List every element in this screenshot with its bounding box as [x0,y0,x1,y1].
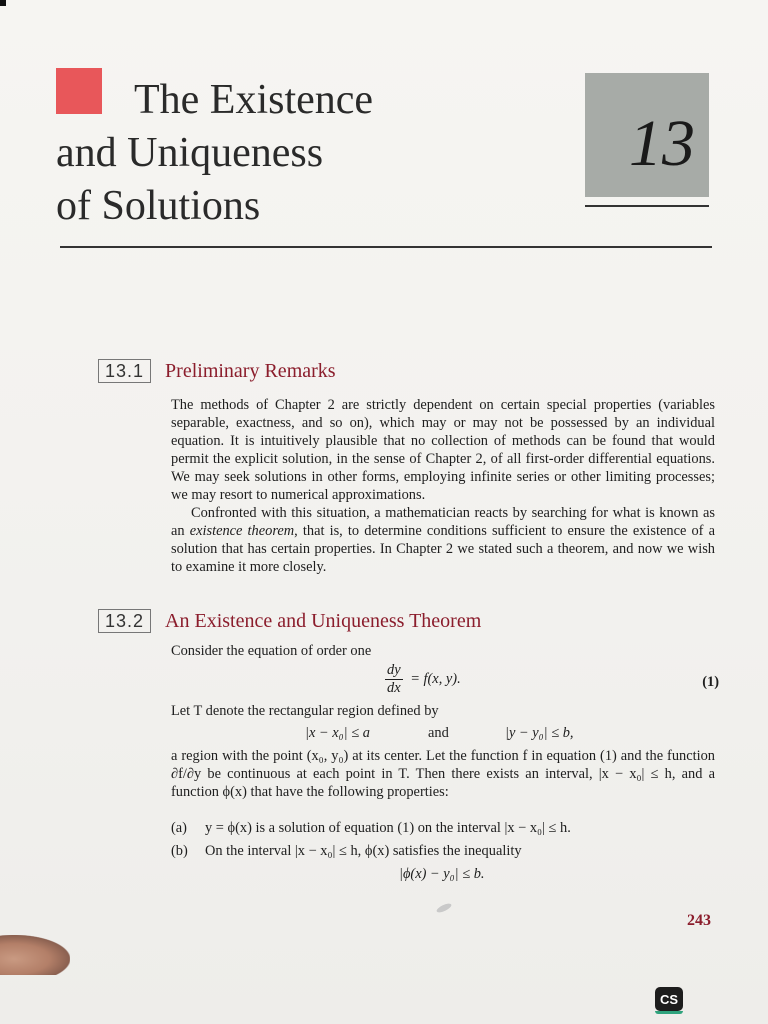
section-1-paragraph-1: The methods of Chapter 2 are strictly dependent on certain special properties (variables separable, exactness, and so on), which may or may not be possessed by an individual equation. It is intuitively plausible that no collection of methods can be found that would permit the explicit solution, in the sense of Chapter 2, of all first-order differential equations. We may seek solutions in other forms, employing infinite series or other limiting processes; we may resort to numerical approximations. [171,397,715,503]
condition-x: |x − x₀| ≤ a [305,725,370,741]
chapter-number: 13 [629,107,695,180]
p2-text-a: Confronted with this situation, a mathematician reacts by searching for what is known as an [171,505,715,539]
chapter-title [56,74,476,233]
equation-1-expression [385,662,461,697]
section-2-heading [98,609,481,633]
section-2-title: An Existence and Uniqueness Theorem [165,609,482,632]
section-2-number: 13.2 [98,609,151,633]
section-1-heading [98,359,336,383]
section-2-intro: Consider the equation of order one [171,643,372,659]
section-1-title: Preliminary Remarks [165,359,336,382]
p2-emphasis: existence theorem [189,523,295,539]
chapter-title-line-3: of Solutions [56,183,261,229]
section-1-paragraph-2 [171,504,715,576]
chapter-number-box [585,73,709,197]
region-definition: Let T denote the rectangular region defined by [171,703,439,719]
equation-1-fraction [385,662,403,697]
equation-1-label: (1) [702,674,719,690]
theorem-statement [171,747,715,801]
chapter-title-line-1: The Existence [134,77,374,123]
equation-1 [171,662,719,702]
camscanner-badge: CS [655,987,683,1011]
title-rule [60,246,712,248]
fraction-denominator: dx [387,680,401,696]
condition-y: |y − y₀| ≤ b, [505,725,574,741]
property-a-text: y = ϕ(x) is a solution of equation (1) on the interval |x − x₀| ≤ h. [205,820,571,836]
property-b-text: On the interval |x − x₀| ≤ h, ϕ(x) satisfies the inequality [205,843,522,859]
page-number: 243 [687,912,711,929]
section-1-body [171,396,715,576]
section-1-number: 13.1 [98,359,151,383]
chapter-title-line-2: and Uniqueness [56,130,324,176]
property-b-label: (b) [171,843,188,859]
inequality-expression: |ϕ(x) − y₀| ≤ b. [399,866,485,882]
property-a-label: (a) [171,820,187,836]
condition-and: and [428,725,449,741]
theorem-paragraph: a region with the point (x₀, y₀) at its center. Let the function f in equation (1) and the function ∂f/∂y be continuous at each point in T. Then there exists an interval, |x − x₀| ≤ h, and a function ϕ(x) that have the following properties: [171,748,715,800]
chapter-box-rule [585,205,709,207]
p2-text-b: , that is, to determine conditions sufficient to ensure the existence of a solution that has certain properties. In Chapter 2 we stated such a theorem, and now we wish to examine it more closely. [171,523,715,575]
equation-1-rhs: = f(x, y). [410,671,461,687]
ink-smudge [435,902,452,914]
thumb-in-photo [0,935,70,975]
corner-mark [0,0,6,6]
fraction-numerator: dy [387,662,401,678]
